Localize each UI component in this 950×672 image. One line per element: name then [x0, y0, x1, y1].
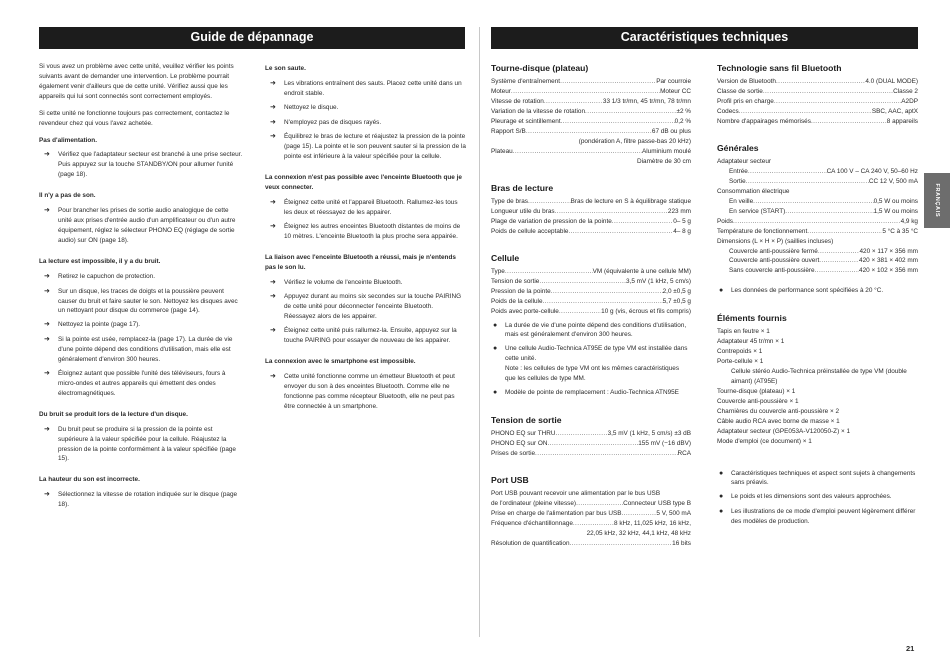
included-item: Tourne-disque (plateau) × 1: [717, 387, 796, 395]
solution-item: [265, 278, 466, 289]
solution-text: Si la pointe est usée, remplacez-la (page 17). La durée de vie d'une pointe dépend des conditions d'utilisation, mais elle est généralement d'environ 300 heures.: [58, 336, 233, 364]
dot-leader: [774, 97, 901, 107]
spec-row: [491, 97, 691, 107]
problem-heading: Pas d'alimentation.: [39, 136, 97, 144]
spec-label: Sans couvercle anti-poussière: [729, 267, 815, 275]
solution-text: Les vibrations entraînent des sauts. Placez cette unité dans un endroit stable.: [284, 79, 462, 97]
included-item: Porte-cellule × 1: [717, 358, 764, 366]
solution-text: Nettoyez la pointe (page 17).: [58, 321, 141, 329]
spec-label: Poids avec porte-cellule: [491, 307, 559, 315]
section-spacer: [265, 416, 466, 421]
spec-value: Bras de lecture en S à équilibrage statique: [570, 197, 691, 205]
arrow-icon: ➜: [44, 272, 50, 280]
spec-row: [491, 439, 691, 449]
spec-row: Poids ..... 4,9 kg: [717, 217, 918, 227]
spec-label: Système d'entraînement: [491, 78, 561, 86]
page-divider: [479, 27, 480, 637]
specifications-title: Caractéristiques techniques: [491, 27, 918, 49]
dot-leader: [535, 449, 677, 459]
bullet-item: ● Caractéristiques techniques et aspect sont sujets à changements sans préavis.: [719, 469, 916, 487]
spec-row: Sortie ..... CC 12 V, 500 mA: [717, 177, 918, 187]
section-heading: Cellule: [491, 252, 520, 263]
problem-heading: Il n'y a pas de son.: [39, 192, 96, 200]
solution-item: [265, 292, 466, 322]
solution-item: [265, 222, 466, 242]
section-heading: Éléments fournis: [717, 313, 787, 324]
intro-paragraph: Si cette unité ne fonctionne toujours pas correctement, contactez le revendeur chez qui vous l'avez achetée.: [39, 109, 230, 127]
spec-label: Poids de la cellule: [491, 297, 543, 305]
spec-value: SBC, AAC, aptX: [871, 108, 918, 116]
arrow-icon: ➜: [270, 278, 276, 286]
dot-leader: [539, 277, 626, 287]
dot-leader: [568, 227, 673, 237]
troubleshooting-title: Guide de dépannage: [39, 27, 465, 49]
spec-row: [491, 307, 691, 317]
spec-value: VM (équivalente à une cellule MM): [592, 267, 691, 275]
included-item: Charnières du couvercle anti-poussière × 2: [717, 407, 840, 415]
arrow-icon: ➜: [270, 327, 276, 335]
section-heading: Port USB: [491, 474, 529, 485]
spec-row: [491, 107, 691, 117]
solution-text: Équilibrez le bras de lecture et réajustez la pression de la pointe (page 15). La pointe et le son peuvent sauter si la pression de la pointe est inférieure à la valeur spécifiée pour la cellule.: [284, 133, 466, 161]
spec-label: Codecs: [717, 108, 739, 116]
included-item: Adaptateur secteur (GPE053A-V120050-Z) × 1: [717, 427, 851, 435]
dot-leader: [560, 77, 656, 87]
spec-row: [491, 287, 691, 297]
spec-row: [491, 197, 691, 207]
spec-label: Couvercle anti-poussière fermé: [729, 247, 818, 255]
spec-row: [491, 77, 691, 87]
spec-row: [491, 429, 691, 439]
spec-note: (pondération A, filtre passe-bas 20 kHz): [578, 137, 691, 145]
arrow-icon: ➜: [270, 199, 276, 207]
spec-label: Dimensions (L × H × P) (saillies incluses): [717, 237, 834, 245]
solution-item: [39, 369, 244, 399]
troubleshooting-column-1: [39, 62, 244, 519]
spec-value: RCA: [677, 450, 691, 458]
spec-row: Fréquence d'échantillonnage ..... 8 kHz, 11,025 kHz, 16 kHz,: [491, 519, 691, 529]
spec-row: Résolution de quantification ..... 16 bits: [491, 539, 691, 549]
spec-label: Classe de sortie: [717, 88, 763, 96]
spec-row: [717, 87, 918, 97]
solution-text: Du bruit peut se produire si la pression de la pointe est supérieure à la valeur spécifiée pour la cellule. Réajustez la pression de la pointe conformément à la valeur spécifiée (page 15).: [58, 425, 236, 463]
spec-label: Nombre d'appairages mémorisés: [717, 118, 811, 125]
problem-heading: La hauteur du son est incorrecte.: [39, 476, 140, 484]
spec-label: Rapport S/B: [491, 127, 526, 135]
spec-value: 420 × 102 × 356 mm: [859, 267, 918, 275]
spec-label: Pleurage et scintillement: [491, 118, 561, 125]
arrow-icon: ➜: [44, 336, 50, 344]
bluetooth-section: [717, 62, 918, 127]
dot-leader: [559, 307, 601, 317]
usb-section: [491, 474, 691, 549]
dot-leader: [819, 256, 859, 266]
section-spacer: [39, 403, 244, 408]
solution-text: Appuyez durant au moins six secondes sur la touche PAIRING de cette unité pour déconnecter l'enceinte Bluetooth. Réessayez alors de les appairer.: [284, 293, 462, 321]
arrow-icon: ➜: [44, 369, 50, 377]
spec-value: 420 × 117 × 356 mm: [859, 247, 918, 255]
spec-row: Plateau ..... Aluminium moulé: [491, 147, 691, 157]
arrow-icon: ➜: [270, 293, 276, 301]
section-spacer: [39, 468, 244, 473]
arrow-icon: ➜: [44, 151, 50, 159]
arrow-icon: ➜: [44, 425, 50, 433]
spec-row: [491, 267, 691, 277]
arrow-icon: ➜: [44, 287, 50, 295]
spec-row: [717, 77, 918, 87]
spec-value: 67 dB ou plus: [651, 127, 691, 135]
cartridge-included-note: Cellule stéréo Audio-Technica préinstallée de type VM (double aimant) (AT95E): [731, 368, 907, 386]
problem-heading: La liaison avec l'enceinte Bluetooth a réussi, mais je n'entends pas le son lu.: [265, 253, 456, 271]
problem-list: [265, 64, 466, 421]
dot-leader: [818, 247, 860, 257]
solution-item: [39, 335, 244, 365]
spec-label: Prises de sortie: [491, 450, 536, 458]
solution-text: Sur un disque, les traces de doigts et la poussière peuvent causer du bruit et faire sauter le son. Nettoyez les disques avec un nettoyant pour disque du commerce (page 14).: [58, 287, 238, 315]
spec-label: Tension de sortie: [491, 277, 540, 285]
arrow-icon: ➜: [270, 79, 276, 87]
spec-value: 223 mm: [667, 207, 691, 215]
solution-text: Pour brancher les prises de sortie audio analogique de cette unité aux prises d'entrée audio d'un amplificateur ou d'un autre équipement, réglez le sélecteur PHONO EQ (réglage de sortie audio) sur ON (page 18).: [58, 207, 236, 244]
spec-value: A2DP: [901, 98, 918, 106]
solution-item: [39, 150, 244, 180]
turntable-section: [491, 62, 691, 167]
section-spacer: [265, 166, 466, 171]
section-spacer: [39, 250, 244, 255]
section-heading: Tourne-disque (plateau): [491, 63, 589, 73]
language-tab: FRANÇAIS: [924, 173, 950, 228]
section-heading: Tension de sortie: [491, 414, 562, 425]
dot-leader: [543, 297, 663, 307]
arrow-icon: ➜: [270, 222, 276, 230]
dot-leader: [544, 97, 603, 107]
solution-item: [39, 206, 244, 246]
spec-row: En service (START) ..... 1,5 W ou moins: [717, 207, 918, 217]
spec-label: PHONO EQ sur ON: [491, 440, 548, 448]
solution-item: [265, 326, 466, 346]
dot-leader: [526, 127, 652, 137]
solution-text: Éloignez autant que possible l'unité des téléviseurs, fours à micro-ondes et autres appareils qui émettent des ondes électromagnétiques.: [58, 369, 226, 397]
solution-item: [39, 272, 244, 283]
section-heading: Générales: [717, 142, 759, 153]
spec-label: Profil pris en charge: [717, 98, 774, 106]
spec-value: 155 mV (−16 dBV): [638, 440, 691, 448]
problem-list: [39, 136, 244, 520]
solution-item: [265, 79, 466, 99]
dot-leader: [511, 87, 660, 97]
spec-row: [491, 297, 691, 307]
spec-label: Longueur utile du bras: [491, 207, 555, 215]
solution-text: Retirez le capuchon de protection.: [58, 272, 155, 280]
problem-heading: La lecture est impossible, il y a du bruit.: [39, 257, 161, 265]
bullet-item: ● Les illustrations de ce mode d'emploi peuvent légèrement différer des modèles de production.: [719, 508, 916, 526]
dot-leader: [505, 267, 593, 277]
spec-label: Moteur: [491, 88, 511, 96]
bullet-item: ● Une cellule Audio-Technica AT95E de type VM est installée dans cette unité.: [493, 345, 688, 363]
dot-leader: [815, 266, 859, 276]
solution-text: Cette unité fonctionne comme un émetteur Bluetooth et peut envoyer du son à des enceintes Bluetooth. Comme elle ne fonctionne pas comme récepteur Bluetooth, elle ne peut pas être connectée à un smartphone.: [284, 372, 455, 410]
spec-row: [491, 87, 691, 97]
solution-text: Nettoyez le disque.: [284, 103, 339, 111]
solution-item: [265, 103, 466, 114]
spec-label: Type: [491, 267, 505, 275]
arrow-icon: ➜: [44, 491, 50, 499]
section-spacer: [265, 350, 466, 355]
solution-text: Sélectionnez la vitesse de rotation indiquée sur le disque (page 18).: [58, 491, 238, 509]
included-item: Couvercle anti-poussière × 1: [717, 397, 799, 405]
solution-text: Éteignez les autres enceintes Bluetooth distantes de moins de 10 mètres. L'enceinte Bluetooth la plus proche sera appairée.: [284, 222, 461, 240]
usb-line: Port USB pouvant recevoir une alimentation par le bus USB: [491, 490, 661, 498]
included-item: Câble audio RCA avec borne de masse × 1: [717, 417, 840, 425]
spec-value: 4.0 (DUAL MODE): [865, 78, 918, 86]
spec-note: 22,05 kHz, 32 kHz, 44,1 kHz, 48 kHz: [586, 529, 691, 537]
spec-label: Type de bras: [491, 197, 528, 205]
arrow-icon: ➜: [270, 133, 276, 141]
arrow-icon: ➜: [270, 118, 276, 126]
solution-item: [39, 287, 244, 317]
included-items-section: [717, 312, 918, 446]
dot-leader: [555, 207, 668, 217]
section-spacer: [39, 514, 244, 519]
solution-item: [39, 490, 244, 510]
spec-row: [491, 227, 691, 237]
spec-value: 0,2 %: [674, 118, 691, 125]
included-item: Contrepoids × 1: [717, 348, 763, 356]
dot-leader: [763, 87, 893, 97]
spec-value: 2,0 ±0,5 g: [662, 287, 691, 295]
problem-heading: Le son saute.: [265, 65, 306, 72]
solution-item: [39, 320, 244, 331]
bullet-item: ● Les données de performance sont spécifiées à 20 °C.: [719, 287, 884, 295]
spec-row: [491, 277, 691, 287]
spec-label: PHONO EQ sur THRU: [491, 430, 556, 438]
dot-leader: [612, 217, 673, 227]
footer-notes: [717, 469, 918, 528]
solution-item: [265, 132, 466, 162]
arrow-icon: ➜: [270, 103, 276, 111]
spec-value: ±2 %: [676, 108, 691, 116]
cartridge-section: [491, 252, 691, 399]
spec-value: 4– 8 g: [673, 227, 691, 235]
arrow-icon: ➜: [44, 321, 50, 329]
solution-text: N'employez pas de disques rayés.: [284, 118, 382, 126]
spec-row: [491, 127, 691, 137]
spec-row: [491, 207, 691, 217]
spec-row: Prise en charge de l'alimentation par bus USB ..... 5 V, 500 mA: [491, 509, 691, 519]
spec-label: Version de Bluetooth: [717, 78, 776, 86]
spec-value: 10 g (vis, écrous et fils compris): [601, 307, 691, 315]
arrow-icon: ➜: [44, 207, 50, 215]
bullet-item: ● Le poids et les dimensions sont des valeurs approchées.: [719, 493, 892, 501]
dot-leader: [551, 287, 663, 297]
dot-leader: [561, 117, 675, 127]
spec-note: Diamètre de 30 cm: [637, 157, 691, 165]
spec-label: Pression de la pointe: [491, 287, 551, 295]
dot-leader: [776, 77, 865, 87]
spec-row: Température de fonctionnement ..... 5 °C à 35 °C: [717, 227, 918, 237]
spec-value: Moteur CC: [660, 88, 691, 96]
problem-heading: La connexion avec le smartphone est impossible.: [265, 358, 416, 366]
page-number: 21: [906, 644, 915, 653]
spec-row: [491, 217, 691, 227]
spec-label: Poids de cellule acceptable: [491, 227, 569, 235]
spec-label: Adaptateur secteur: [717, 158, 771, 166]
spec-value: 33 1/3 tr/mn, 45 tr/mn, 78 tr/mn: [602, 98, 691, 106]
spec-row: [717, 247, 918, 257]
included-item: Mode d'emploi (ce document) × 1: [717, 437, 812, 445]
dot-leader: [528, 197, 571, 207]
solution-item: [39, 425, 244, 465]
section-heading: Technologie sans fil Bluetooth: [717, 63, 842, 73]
dot-leader: [547, 439, 638, 449]
solution-text: Vérifiez le volume de l'enceinte Bluetooth.: [284, 278, 403, 286]
spec-row: [717, 107, 918, 117]
spec-label: Plage de variation de pression de la pointe: [491, 217, 612, 225]
troubleshooting-column-2: [265, 62, 466, 421]
problem-heading: La connexion n'est pas possible avec l'enceinte Bluetooth que je veux connecter.: [265, 174, 462, 192]
solution-item: [265, 372, 466, 412]
solution-text: Vérifiez que l'adaptateur secteur est branché à une prise secteur. Puis appuyez sur la touche STANDBY/ON pour allumer l'unité (page 18).: [58, 151, 243, 179]
general-section: [717, 142, 918, 297]
solution-text: Éteignez cette unité puis rallumez-la. Ensuite, appuyez sur la touche PAIRING pour essayer de nouveau de les appairer.: [284, 327, 457, 345]
spec-row: [717, 256, 918, 266]
spec-row: [491, 449, 691, 459]
spec-row: Entrée ..... CA 100 V – CA 240 V, 50–60 Hz: [717, 167, 918, 177]
spec-label: Variation de la vitesse de rotation: [491, 108, 586, 116]
dot-leader: [739, 107, 872, 117]
bullet-item: ● La durée de vie d'une pointe dépend des conditions d'utilisation, mais est généralement d'environ 300 heures.: [493, 321, 687, 339]
spec-label: Consommation électrique: [717, 188, 790, 195]
spec-value: 3,5 mV (1 kHz, 5 cm/s): [626, 277, 691, 285]
solution-item: [265, 198, 466, 218]
spec-value: 420 × 381 × 402 mm: [859, 257, 918, 265]
spec-row: [491, 117, 691, 127]
spec-label: Couvercle anti-poussière ouvert: [729, 257, 820, 265]
bullet-item: ● Modèle de pointe de remplacement : Audio-Technica ATN95E: [493, 389, 679, 397]
spec-value: 3,5 mV (1 kHz, 5 cm/s) ±3 dB: [607, 430, 691, 438]
spec-row: [717, 266, 918, 276]
output-voltage-section: [491, 414, 691, 459]
intro-paragraph: Si vous avez un problème avec cette unité, veuillez vérifier les points suivants avant de demander une intervention. Le problème pourrait également venir d'ailleurs que de cette unité. Vérifiez aussi que les appareils qui lui sont connectés sont correctement employés.: [39, 63, 234, 100]
section-spacer: [265, 246, 466, 251]
spec-value: Classe 2: [893, 88, 918, 96]
solution-item: [265, 118, 466, 129]
spec-row: de l'ordinateur (pleine vitesse) ..... Connecteur USB type B: [491, 499, 691, 509]
section-heading: Bras de lecture: [491, 182, 554, 193]
spec-value: Par courroie: [656, 78, 691, 86]
spec-value: 5,7 ±0,5 g: [662, 297, 691, 305]
tonearm-section: [491, 182, 691, 237]
cartridge-note: Note : les cellules de type VM ont les mêmes caractéristiques que les cellules de type MM.: [505, 365, 680, 383]
dot-leader: [811, 117, 887, 127]
spec-row: [717, 117, 918, 127]
problem-heading: Du bruit se produit lors de la lecture d'un disque.: [39, 410, 188, 418]
specs-column-1: [491, 62, 691, 564]
spec-label: Vitesse de rotation: [491, 98, 544, 106]
spec-row: En veille ..... 0,5 W ou moins: [717, 197, 918, 207]
dot-leader: [556, 429, 608, 439]
solution-text: Éteignez cette unité et l'appareil Bluetooth. Rallumez-les tous les deux et réessayez de les appairer.: [284, 199, 458, 216]
spec-row: [717, 97, 918, 107]
included-item: Adaptateur 45 tr/mn × 1: [717, 338, 785, 346]
section-spacer: [39, 184, 244, 189]
arrow-icon: ➜: [270, 372, 276, 380]
spec-value: 8 appareils: [886, 118, 918, 125]
specs-column-2: [717, 62, 918, 527]
spec-value: 0– 5 g: [673, 217, 691, 225]
dot-leader: [585, 107, 676, 117]
included-item: Tapis en feutre × 1: [717, 328, 770, 336]
